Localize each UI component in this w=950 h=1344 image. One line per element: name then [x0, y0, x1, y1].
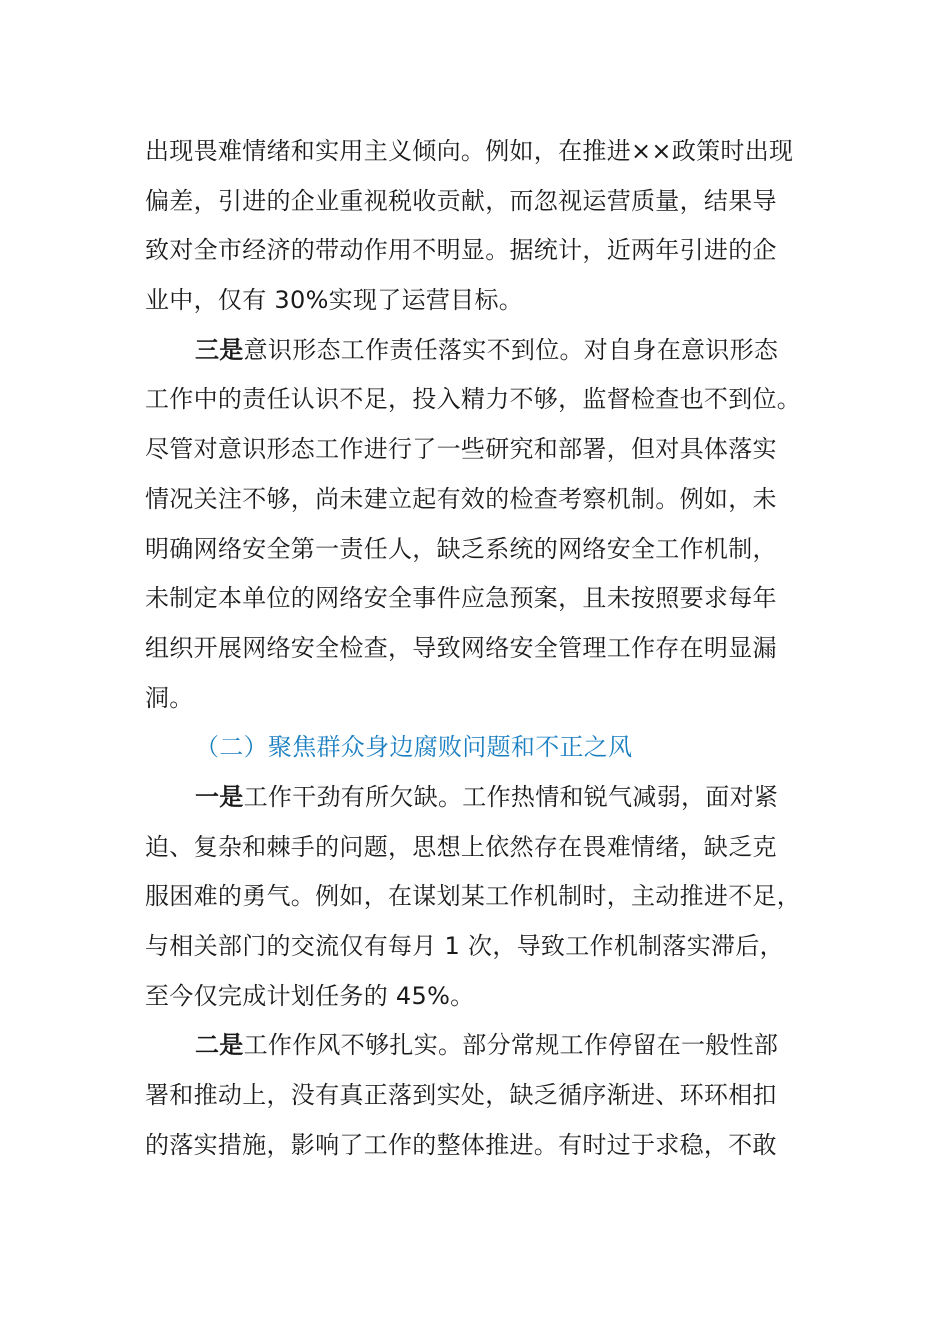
text-line: 情况关注不够，尚未建立起有效的检查考察机制。例如，未: [145, 484, 777, 513]
text-line: 服困难的勇气。例如，在谋划某工作机制时，主动推进不足，: [145, 882, 802, 911]
paragraph-lead-text: 意识形态工作责任落实不到位。对自身在意识形态: [243, 335, 779, 364]
text-line: 出现畏难情绪和实用主义倾向。例如，在推进××政策时出现: [145, 137, 794, 165]
section-heading: （二）聚焦群众身边腐败问题和不正之风: [195, 733, 633, 762]
text-line: 署和推动上，没有真正落到实处，缺乏循序渐进、环环相扣: [145, 1081, 777, 1110]
text-line: 未制定本单位的网络安全事件应急预案，且未按照要求每年: [145, 584, 777, 613]
text-line: 洞。: [145, 683, 194, 712]
paragraph-continuation: [145, 127, 810, 326]
text-line: [145, 326, 810, 376]
document-page: [145, 127, 810, 1170]
paragraph-lead-text: 工作作风不够扎实。部分常规工作停留在一般性部: [243, 1031, 779, 1060]
text-line: 的落实措施，影响了工作的整体推进。有时过于求稳，不敢: [145, 1130, 777, 1159]
paragraph-lead: 一是: [195, 782, 244, 811]
text-line: [145, 1021, 810, 1071]
paragraph-work-drive: [145, 773, 810, 1021]
text-line: 致对全市经济的带动作用不明显。据统计，近两年引进的企: [145, 236, 777, 265]
text-line: 业中，仅有 30%实现了运营目标。: [145, 286, 524, 315]
text-line: 工作中的责任认识不足，投入精力不够，监督检查也不到位。: [145, 385, 802, 414]
paragraph-lead: 三是: [195, 335, 244, 364]
text-line: 尽管对意识形态工作进行了一些研究和部署，但对具体落实: [145, 435, 777, 464]
text-line: 明确网络安全第一责任人，缺乏系统的网络安全工作机制，: [145, 534, 777, 563]
text-line: 与相关部门的交流仅有每月 1 次，导致工作机制落实滞后，: [145, 932, 784, 960]
text-line: [145, 773, 810, 823]
text-line: 偏差，引进的企业重视税收贡献，而忽视运营质量，结果导: [145, 186, 777, 215]
paragraph-lead: 二是: [195, 1031, 244, 1060]
text-line: 组织开展网络安全检查，导致网络安全管理工作存在明显漏: [145, 633, 777, 662]
paragraph-work-style: [145, 1021, 810, 1170]
text-line: 迫、复杂和棘手的问题，思想上依然存在畏难情绪，缺乏克: [145, 832, 777, 861]
text-line: 至今仅完成计划任务的 45%。: [145, 981, 475, 1010]
paragraph-ideology-responsibility: [145, 326, 810, 724]
paragraph-lead-text: 工作干劲有所欠缺。工作热情和锐气减弱，面对紧: [243, 782, 779, 811]
